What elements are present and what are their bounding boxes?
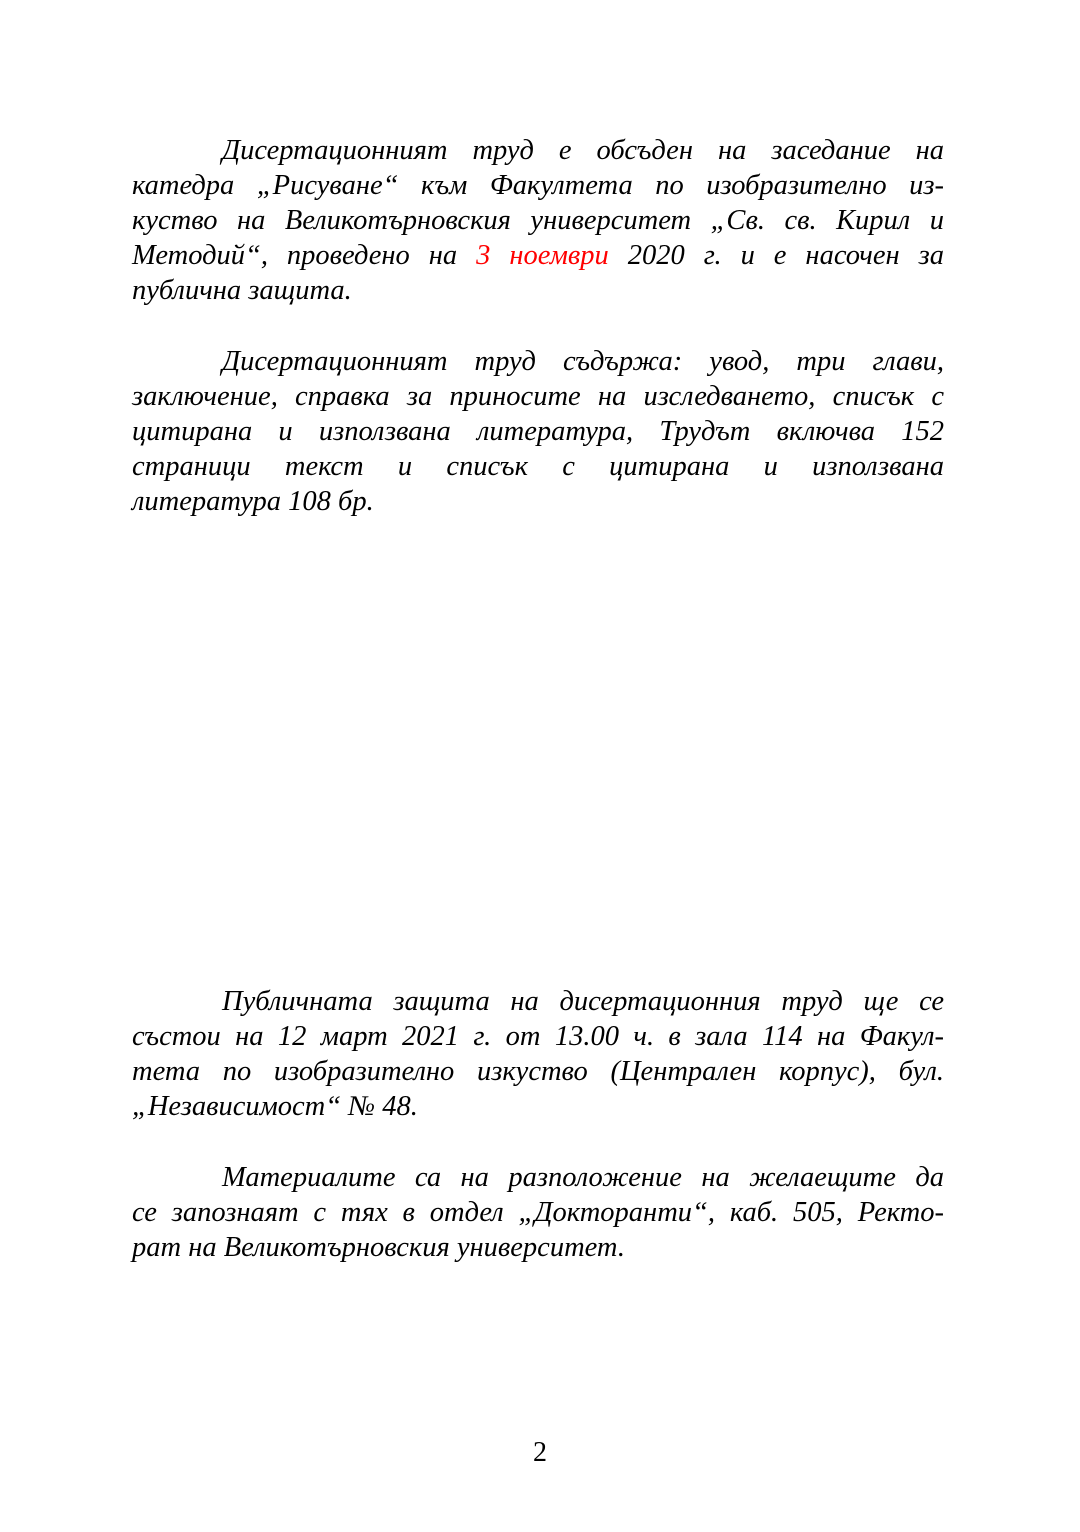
paragraph-contents [132, 344, 944, 519]
paragraph-line: се запознаят с тях в отдел „Докторанти“, каб. 505, Ректо- [132, 1197, 944, 1228]
paragraph-line: Материалите са на разположение на желаещите да [222, 1162, 944, 1193]
paragraph-materials [132, 1160, 944, 1265]
paragraph-line: Публичната защита на дисертационния труд ще се [222, 986, 944, 1017]
text-after-date: 2020 г. и е насочен за [608, 240, 945, 271]
paragraph-line: заключение, справка за приносите на изследването, списък с [132, 381, 944, 412]
paragraph-line: литература 108 бр. [132, 486, 374, 517]
paragraph-line: тета по изобразително изкуство (Централен корпус), бул. [132, 1056, 944, 1087]
paragraph-public-defense [132, 984, 944, 1124]
paragraph-discussion [132, 133, 944, 308]
highlighted-date: 3 ноември [476, 240, 609, 271]
page-number: 2 [533, 1437, 547, 1468]
paragraph-line: катедра „Рисуване“ към Факултета по изобразително из- [132, 170, 944, 201]
paragraph-line: цитирана и използвана литература, Трудът включва 152 [132, 416, 944, 447]
paragraph-line: Дисертационният труд съдържа: увод, три глави, [222, 346, 944, 377]
paragraph-line-with-date [132, 238, 944, 273]
text-before-date: Методий“, проведено на [132, 240, 477, 271]
paragraph-line: страници текст и списък с цитирана и използвана [132, 451, 944, 482]
paragraph-line: състои на 12 март 2021 г. от 13.00 ч. в зала 114 на Факул- [132, 1021, 944, 1052]
paragraph-line: Дисертационният труд е обсъден на заседание на [222, 135, 944, 166]
paragraph-line: публична защита. [132, 275, 352, 306]
paragraph-line: рат на Великотърновския университет. [132, 1232, 625, 1263]
paragraph-line: куство на Великотърновския университет „Св. св. Кирил и [132, 205, 944, 236]
paragraph-line: „Независимост“ № 48. [132, 1091, 418, 1122]
